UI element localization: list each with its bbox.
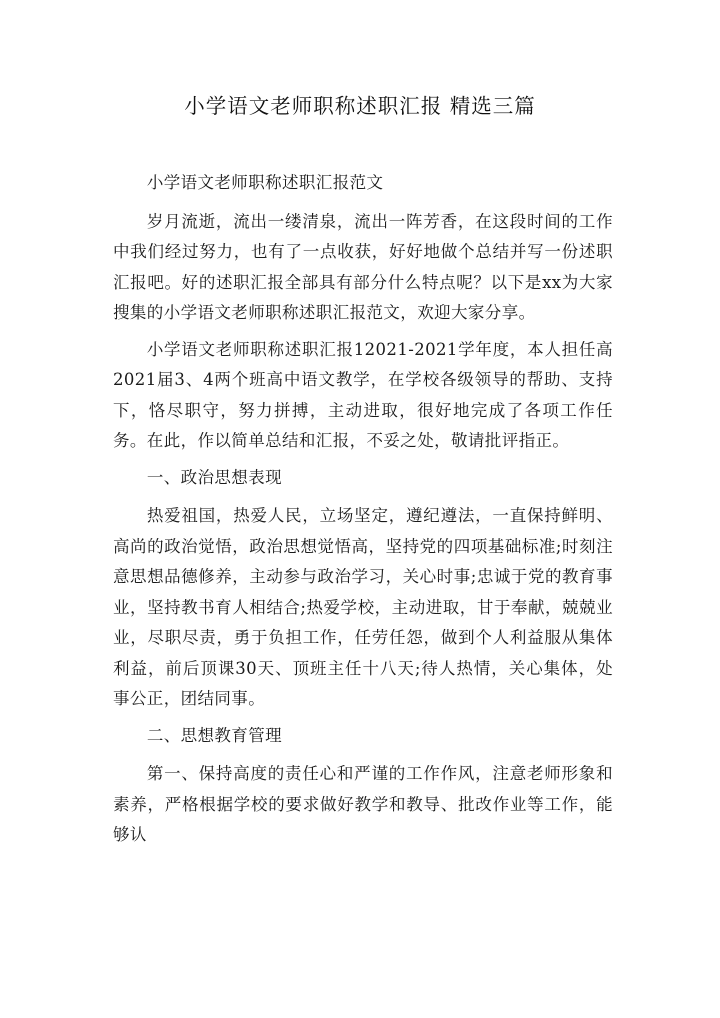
politics-paragraph: 热爱祖国，热爱人民，立场坚定，遵纪遵法，一直保持鲜明、高尚的政治觉悟，政治思想觉悟高，坚持党的四项基础标准;时刻注意思想品德修养，主动参与政治学习，关心时事;忠诚于党的教育事业，坚持教书育人相结合;热爱学校，主动进取，甘于奉献，兢兢业业，尽职尽责，勇于负担工作，任劳任怨，做到个人利益服从集体利益，前后顶课30天、顶班主任十八天;待人热情，关心集体，处事公正，团结同事。 xyxy=(113,506,613,708)
education-paragraph: 第一、保持高度的责任心和严谨的工作作风，注意老师形象和素养，严格根据学校的要求做好教学和教导、批改作业等工作，能够认 xyxy=(113,764,613,844)
section-heading-politics: 一、政治思想表现 xyxy=(146,467,283,487)
intro-paragraph: 岁月流逝，流出一缕清泉，流出一阵芳香，在这段时间的工作中我们经过努力，也有了一点收获，好好地做个总结并写一份述职汇报吧。好的述职汇报全部具有部分什么特点呢？以下是xx为大家搜集的小学语文老师职称述职汇报范文，欢迎大家分享。 xyxy=(113,211,613,322)
section-heading-education: 二、思想教育管理 xyxy=(146,725,283,745)
subtitle-paragraph: 小学语文老师职称述职汇报范文 xyxy=(146,173,384,192)
document-body xyxy=(113,168,613,857)
document-title: 小学语文老师职称述职汇报 精选三篇 xyxy=(184,94,536,118)
report-intro-paragraph: 小学语文老师职称述职汇报12021-2021学年度，本人担任高2021届3、4两个班高中语文教学，在学校各级领导的帮助、支持下，恪尽职守，努力拼搏，主动进取，很好地完成了各项工作任务。在此，作以简单总结和汇报，不妥之处，敬请批评指正。 xyxy=(113,339,613,450)
